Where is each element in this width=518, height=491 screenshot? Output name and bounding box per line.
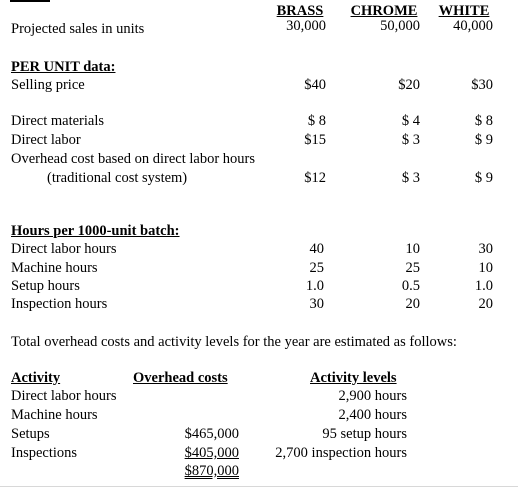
column-header-brass: BRASS — [276, 3, 324, 19]
activity-row-name: Inspections — [11, 445, 78, 461]
direct-labor-white: $ 9 — [474, 132, 493, 148]
direct-materials-white: $ 8 — [474, 113, 493, 129]
column-header-white: WHITE — [438, 3, 490, 19]
hours-row-chrome: 25 — [405, 260, 420, 276]
hours-heading: Hours per 1000-unit batch: — [11, 223, 180, 239]
total-overhead-sentence: Total overhead costs and activity levels for the year are estimated as follows: — [11, 334, 457, 350]
hours-row-chrome: 0.5 — [401, 278, 420, 294]
overhead-costs-header: Overhead costs — [133, 370, 228, 386]
hours-row-label: Inspection hours — [11, 296, 108, 312]
activity-row-level: 2,400 hours — [338, 407, 407, 423]
activity-header: Activity — [11, 370, 61, 386]
hours-row-white: 20 — [478, 296, 493, 312]
overhead-label-line2: (traditional cost system) — [47, 170, 188, 186]
hours-row-chrome: 10 — [405, 241, 420, 257]
page-bottom-rule — [0, 486, 518, 487]
direct-materials-chrome: $ 4 — [401, 113, 420, 129]
hours-row-white: 30 — [478, 241, 493, 257]
direct-labor-chrome: $ 3 — [401, 132, 420, 148]
activity-row-level: 2,700 inspection hours — [275, 445, 407, 461]
overhead-chrome: $ 3 — [401, 170, 420, 186]
activity-row-level: 95 setup hours — [322, 426, 407, 442]
activity-row-name: Direct labor hours — [11, 388, 117, 404]
projected-sales-brass: 30,000 — [286, 18, 326, 34]
hours-row-label: Machine hours — [11, 260, 98, 276]
hours-row-brass: 30 — [309, 296, 324, 312]
selling-price-brass: $40 — [304, 77, 326, 93]
overhead-white: $ 9 — [474, 170, 493, 186]
selling-price-label: Selling price — [11, 77, 85, 93]
hours-row-white: 1.0 — [474, 278, 493, 294]
hours-row-brass: 1.0 — [305, 278, 324, 294]
hours-row-white: 10 — [478, 260, 493, 276]
activity-levels-header: Activity levels — [310, 370, 397, 386]
projected-sales-label: Projected sales in units — [11, 21, 145, 37]
projected-sales-white: 40,000 — [453, 18, 493, 34]
hours-row-chrome: 20 — [405, 296, 420, 312]
activity-row-cost: $405,000 — [184, 445, 239, 461]
overhead-label-line1: Overhead cost based on direct labor hours — [11, 151, 256, 167]
activity-row-name: Setups — [11, 426, 50, 442]
selling-price-white: $30 — [471, 77, 493, 93]
direct-labor-brass: $15 — [304, 132, 326, 148]
hours-row-label: Setup hours — [11, 278, 80, 294]
activity-row-level: 2,900 hours — [338, 388, 407, 404]
direct-materials-label: Direct materials — [11, 113, 104, 129]
hours-row-brass: 25 — [309, 260, 324, 276]
hours-row-brass: 40 — [309, 241, 324, 257]
projected-sales-chrome: 50,000 — [380, 18, 420, 34]
column-header-chrome: CHROME — [350, 3, 418, 19]
hours-row-label: Direct labor hours — [11, 241, 117, 257]
activity-row-name: Machine hours — [11, 407, 98, 423]
activity-row-cost: $465,000 — [184, 426, 239, 442]
overhead-brass: $12 — [304, 170, 326, 186]
overhead-total: $870,000 — [184, 463, 239, 479]
direct-labor-label: Direct labor — [11, 132, 81, 148]
cropped-header-fragment — [10, 0, 50, 2]
direct-materials-brass: $ 8 — [307, 113, 326, 129]
selling-price-chrome: $20 — [398, 77, 420, 93]
per-unit-heading: PER UNIT data: — [11, 59, 116, 75]
